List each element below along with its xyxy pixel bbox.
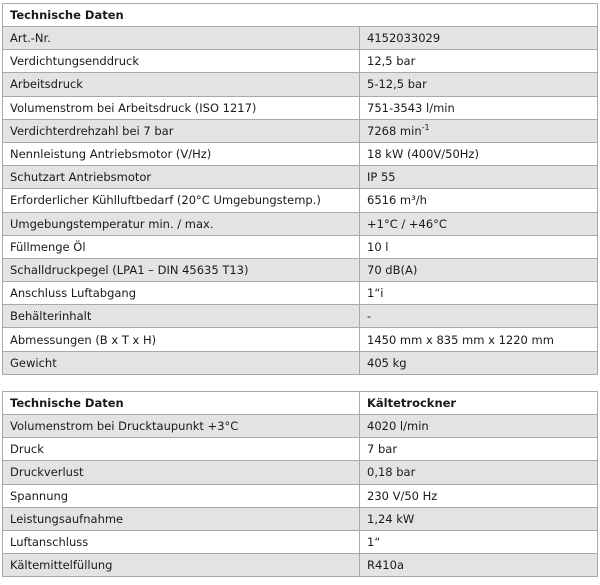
spec-value-text: 1“ — [367, 535, 381, 550]
spec-value-text: IP 55 — [367, 170, 396, 185]
spec-value — [360, 328, 598, 351]
table-row — [3, 351, 598, 374]
spec-value — [360, 438, 598, 461]
spec-value-text: 751-3543 l/min — [367, 100, 455, 115]
spec-value-text: - — [367, 309, 372, 324]
spec-value — [360, 305, 598, 328]
spec-label: Volumenstrom bei Drucktaupunkt +3°C — [3, 415, 360, 438]
spec-label: Luftanschluss — [3, 530, 360, 553]
table-row — [3, 530, 598, 553]
spec-value-text: 1,24 kW — [367, 511, 415, 526]
spec-value-text: +1°C / +46°C — [367, 216, 447, 231]
table-row — [3, 507, 598, 530]
spec-label: Druckverlust — [3, 461, 360, 484]
spec-label: Erforderlicher Kühlluftbedarf (20°C Umgebungstemp.) — [3, 189, 360, 212]
spec-value — [360, 142, 598, 165]
spec-label: Füllmenge Öl — [3, 235, 360, 258]
table-row — [3, 96, 598, 119]
table-row — [3, 438, 598, 461]
spec-value-text: 18 kW (400V/50Hz) — [367, 147, 479, 162]
spec-value-text: 4152033029 — [367, 31, 441, 46]
spec-value — [360, 484, 598, 507]
spec-value — [360, 530, 598, 553]
spec-value — [360, 235, 598, 258]
spec-label: Verdichterdrehzahl bei 7 bar — [3, 119, 360, 142]
table-row — [3, 50, 598, 73]
spec-label: Anschluss Luftabgang — [3, 282, 360, 305]
specs-table-compressor — [2, 3, 598, 375]
table-header-value: Kältetrockner — [360, 392, 598, 415]
spec-value — [360, 189, 598, 212]
spec-label: Umgebungstemperatur min. / max. — [3, 212, 360, 235]
table-header-label: Technische Daten — [3, 4, 598, 27]
table-row — [3, 142, 598, 165]
spec-label: Druck — [3, 438, 360, 461]
table-row — [3, 305, 598, 328]
spec-label: Volumenstrom bei Arbeitsdruck (ISO 1217) — [3, 96, 360, 119]
spec-value — [360, 119, 598, 142]
spec-value-text: 0,18 bar — [367, 465, 416, 480]
spec-value-text: R410a — [367, 558, 404, 573]
spec-value-text: 230 V/50 Hz — [367, 488, 438, 503]
spec-value — [360, 27, 598, 50]
spec-value-superscript: -1 — [421, 123, 430, 133]
spec-value — [360, 73, 598, 96]
spec-value-text: 405 kg — [367, 355, 407, 370]
table-row — [3, 212, 598, 235]
spec-value — [360, 50, 598, 73]
table-row — [3, 461, 598, 484]
spec-label: Kältemittelfüllung — [3, 554, 360, 577]
table-row — [3, 484, 598, 507]
spec-label: Behälterinhalt — [3, 305, 360, 328]
specs-table-dryer — [2, 391, 598, 577]
spec-value-text: 1450 mm x 835 mm x 1220 mm — [367, 332, 554, 347]
table-row — [3, 235, 598, 258]
spec-label: Abmessungen (B x T x H) — [3, 328, 360, 351]
table-row — [3, 328, 598, 351]
spec-label: Gewicht — [3, 351, 360, 374]
spec-value — [360, 461, 598, 484]
table-row — [3, 554, 598, 577]
spec-label: Arbeitsdruck — [3, 73, 360, 96]
table-row — [3, 189, 598, 212]
spec-value-text: 4020 l/min — [367, 419, 429, 434]
spec-value-text: 7 bar — [367, 442, 398, 457]
spec-label: Art.-Nr. — [3, 27, 360, 50]
spec-label: Schutzart Antriebsmotor — [3, 166, 360, 189]
spec-value — [360, 96, 598, 119]
spec-value-text: 12,5 bar — [367, 54, 416, 69]
spec-value — [360, 212, 598, 235]
spec-value-text: 70 dB(A) — [367, 262, 418, 277]
spec-value — [360, 507, 598, 530]
table-row — [3, 27, 598, 50]
spec-value — [360, 166, 598, 189]
spec-label: Spannung — [3, 484, 360, 507]
spec-value — [360, 258, 598, 281]
table-row — [3, 166, 598, 189]
spec-value-text: 1“i — [367, 286, 384, 301]
spec-value-text: 5-12,5 bar — [367, 77, 427, 92]
table-header-row — [3, 392, 598, 415]
spec-value-text: 10 l — [367, 239, 389, 254]
spec-value-text: 6516 m³/h — [367, 193, 427, 208]
spec-value-text: 7268 min — [367, 123, 422, 138]
table-row — [3, 415, 598, 438]
spec-value — [360, 415, 598, 438]
spec-label: Verdichtungsenddruck — [3, 50, 360, 73]
spec-value — [360, 351, 598, 374]
table-header-row — [3, 4, 598, 27]
spec-value — [360, 282, 598, 305]
spec-label: Leistungsaufnahme — [3, 507, 360, 530]
table-row — [3, 258, 598, 281]
spec-label: Nennleistung Antriebsmotor (V/Hz) — [3, 142, 360, 165]
spec-value — [360, 554, 598, 577]
spec-label: Schalldruckpegel (LPA1 – DIN 45635 T13) — [3, 258, 360, 281]
table-row — [3, 119, 598, 142]
table-row — [3, 73, 598, 96]
table-row — [3, 282, 598, 305]
table-header-label: Technische Daten — [3, 392, 360, 415]
